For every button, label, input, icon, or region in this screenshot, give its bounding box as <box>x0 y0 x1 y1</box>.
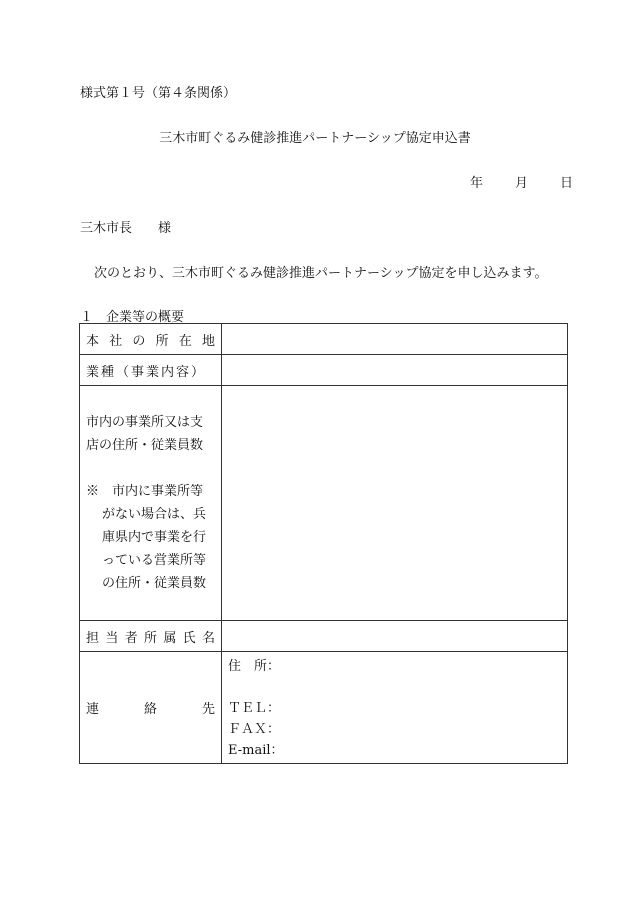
head-office-label <box>80 324 222 355</box>
head-office-value[interactable] <box>222 324 568 355</box>
label-char: 氏 <box>182 630 196 646</box>
contact-value[interactable] <box>222 652 568 764</box>
email-field[interactable]: E-mail： <box>228 743 284 758</box>
label-char: 在 <box>178 333 192 349</box>
label-char: 属 <box>163 630 177 646</box>
label-char: 絡 <box>143 702 157 717</box>
branch-note-line: 庫県内で事業を行 <box>102 530 207 545</box>
addressee: 三木市長 様 <box>80 221 172 236</box>
branch-label-line: 市内の事業所又は支 <box>86 415 204 430</box>
branch-label-line: 店の住所・従業員数 <box>86 438 204 453</box>
document-title: 三木市町ぐるみ健診推進パートナーシップ協定申込書 <box>159 131 471 146</box>
label-char: 所 <box>155 333 169 349</box>
fax-field[interactable]: ＦＡＸ： <box>228 722 281 737</box>
label-char: 本 <box>86 333 100 349</box>
date-day: 日 <box>560 176 574 191</box>
label-char: の <box>132 333 146 349</box>
branch-note-line: がない場合は、兵 <box>102 507 207 522</box>
branch-note-line: ※ 市内に事業所等 <box>86 484 204 499</box>
date-month: 月 <box>515 176 529 191</box>
intro-text: 次のとおり、三木市町ぐるみ健診推進パートナーシップ協定を申し込みます。 <box>94 266 548 281</box>
label-char: 名 <box>201 630 215 646</box>
company-overview-table <box>79 323 568 764</box>
table-row <box>80 652 568 764</box>
branch-note-line: の住所・従業員数 <box>102 576 207 591</box>
branch-note-line: っている営業所等 <box>102 553 207 568</box>
tel-field[interactable]: ＴＥＬ： <box>228 701 281 716</box>
label-char: 者 <box>124 630 138 646</box>
label-char: 地 <box>201 333 215 349</box>
contact-person-label <box>80 621 222 652</box>
branch-value[interactable] <box>222 386 568 621</box>
table-row <box>80 621 568 652</box>
table-row <box>80 324 568 355</box>
contact-person-value[interactable] <box>222 621 568 652</box>
label-char: 社 <box>109 333 123 349</box>
contact-label <box>80 652 222 764</box>
form-number: 様式第１号（第４条関係） <box>80 86 237 101</box>
section-heading: １ 企業等の概要 <box>80 310 185 325</box>
table-row <box>80 386 568 621</box>
table-row <box>80 355 568 386</box>
label-char: 当 <box>105 630 119 646</box>
industry-label <box>80 355 222 386</box>
date-line <box>470 172 573 191</box>
address-field[interactable]: 住 所： <box>228 659 281 674</box>
industry-label-text: 業種（事業内容） <box>86 364 207 380</box>
label-char: 所 <box>143 630 157 646</box>
label-char: 担 <box>86 630 100 646</box>
date-year: 年 <box>470 176 484 191</box>
label-char: 連 <box>86 702 100 717</box>
industry-value[interactable] <box>222 355 568 386</box>
branch-label <box>80 386 222 621</box>
label-char: 先 <box>201 702 215 717</box>
